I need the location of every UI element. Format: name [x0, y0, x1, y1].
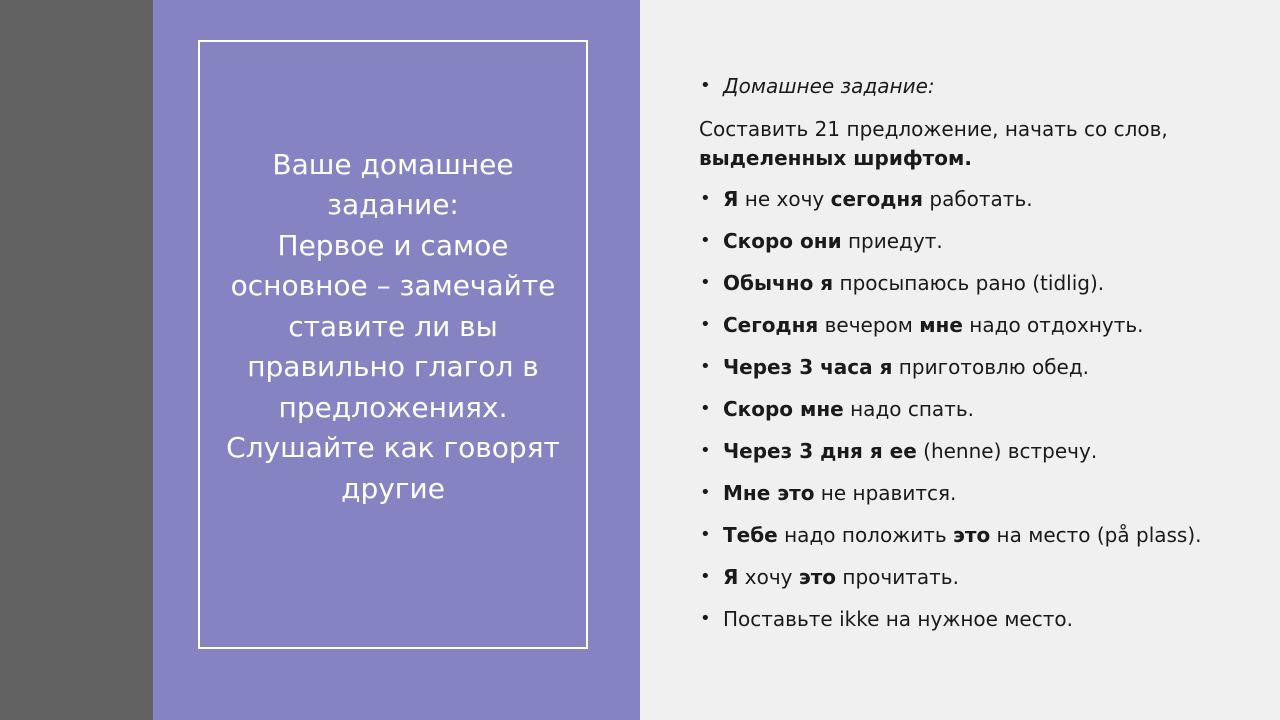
sentence-text: [723, 311, 1144, 339]
sentence-fragment: хочу: [738, 565, 799, 589]
sentence-fragment: надо положить: [777, 523, 954, 547]
sentence-fragment: приедут.: [841, 229, 943, 253]
intro-line-1: Составить 21 предложение, начать со слов,: [699, 117, 1168, 141]
sentence-fragment: Поставьте ikke на нужное место.: [723, 607, 1073, 631]
sentence-text: [723, 227, 943, 255]
title-line: Слушайте как говорят: [226, 431, 560, 465]
sentence-fragment: не нравится.: [814, 481, 957, 505]
sentence-text: [723, 479, 956, 507]
title-line: ставите ли вы: [288, 309, 498, 343]
keyword: это: [798, 565, 837, 589]
content-panel: [640, 0, 1280, 720]
bullet-icon: •: [700, 566, 711, 587]
bullet-icon: •: [700, 272, 711, 293]
bullet-icon: •: [700, 356, 711, 377]
sentence-text: [723, 437, 1097, 465]
title-line: задание:: [327, 188, 459, 222]
sentence-text: [723, 185, 1033, 213]
keyword: Скоро мне: [723, 397, 844, 421]
sentence-text: [723, 563, 959, 591]
intro-line-2-wrap: [699, 144, 972, 172]
sentence-fragment: вечером: [818, 313, 920, 337]
title-line: другие: [341, 471, 445, 505]
homework-heading: Домашнее задание:: [723, 74, 935, 98]
bullet-icon: •: [700, 482, 711, 503]
sentence-fragment: прочитать.: [836, 565, 959, 589]
sentence-text: [723, 605, 1073, 633]
title-line: основное – замечайте: [230, 269, 556, 303]
bullet-icon: •: [700, 188, 711, 209]
keyword: Мне это: [723, 481, 815, 505]
sentence-fragment: на место (på plass).: [990, 523, 1202, 547]
sentence-fragment: надо отдохнуть.: [962, 313, 1144, 337]
bullet-icon: •: [700, 230, 711, 251]
bullet-icon: •: [700, 608, 711, 629]
sentence-text: [723, 521, 1202, 549]
sentence-text: [723, 353, 1089, 381]
keyword: это: [953, 523, 991, 547]
keyword: Я: [723, 565, 739, 589]
sentence-fragment: приготовлю обед.: [892, 355, 1090, 379]
sentence-fragment: просыпаюсь рано (tidlig).: [833, 271, 1105, 295]
left-gutter: [0, 0, 153, 720]
sentence-text: [723, 269, 1104, 297]
bullet-icon: •: [700, 524, 711, 545]
keyword: Обычно я: [723, 271, 834, 295]
title-frame: [198, 40, 588, 649]
title-line: Первое и самое: [277, 228, 509, 262]
bullet-icon: •: [700, 75, 711, 96]
keyword: мне: [919, 313, 963, 337]
keyword: Сегодня: [723, 313, 819, 337]
keyword: Через 3 часа я: [723, 355, 893, 379]
keyword: Скоро они: [723, 229, 842, 253]
sentence-text: [723, 395, 974, 423]
title-line: Ваше домашнее: [272, 147, 514, 181]
title-line: предложениях.: [278, 390, 508, 424]
sentence-fragment: (henne) встречу.: [916, 439, 1098, 463]
keyword: сегодня: [830, 187, 924, 211]
bullet-icon: •: [700, 398, 711, 419]
title-text: [208, 145, 578, 510]
keyword: Тебе: [723, 523, 778, 547]
sentence-fragment: надо спать.: [843, 397, 974, 421]
sentence-fragment: не хочу: [738, 187, 831, 211]
intro-line-2: выделенных шрифтом.: [699, 146, 972, 170]
sentence-fragment: работать.: [923, 187, 1033, 211]
keyword: Через 3 дня я ее: [723, 439, 917, 463]
bullet-icon: •: [700, 440, 711, 461]
title-line: правильно глагол в: [247, 350, 539, 384]
keyword: Я: [723, 187, 739, 211]
bullet-icon: •: [700, 314, 711, 335]
